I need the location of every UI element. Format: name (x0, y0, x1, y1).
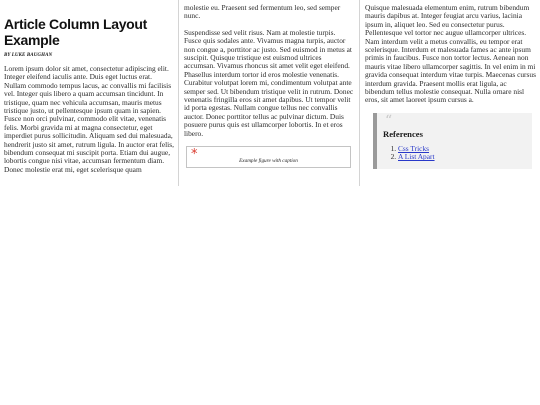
figure-caption: Example figure with caption (239, 158, 298, 165)
paragraph: Suspendisse sed velit risus. Nam at molestie turpis. Fusce quis sodales ante. Vivamus magna turpis, auctor non congue a, porttitor ac justo. Sed euismod in metus at suscipit. Quisque tristique est euismod ultrices accumsan. Vivamus rhoncus sit amet velit eget eleifend. Phasellus interdum tortor id eros molestie venenatis. Curabitur volutpat lorem mi, condimentum volutpat ante semper sed. Ut bibendum tristique velit in rutrum. Donec venenatis fringilla eros sit amet dapibus. Ut tempor velit id porta egestas. Nullam congue tellus nec convallis auctor. Donec porttitor tellus ac pulvinar dictum. Duis posuere purus quis est ullamcorper lobortis. In et eros libero. (184, 27, 354, 138)
references-list (383, 145, 526, 162)
references-box (373, 113, 532, 169)
references-heading: References (383, 128, 423, 139)
quote-icon: “ (385, 112, 393, 129)
asterisk-icon: * (191, 147, 198, 163)
article-column-2 (179, 0, 360, 186)
paragraph: molestie eu. Praesent sed fermentum leo, sed semper nunc. (184, 3, 341, 21)
paragraph: Quisque malesuada elementum enim, rutrum bibendum mauris dapibus at. Integer feugiat arcu varius, lacinia ipsum in, aliquet leo. Sed eu consectetur purus. Pellentesque vel tortor nec augue ullamcorper ultrices. Nam interdum velit a metus convallis, eu tempor erat scelerisque. Interdum et malesuada fames ac ante ipsum primis in faucibus. Fusce non tortor lectus. Aenean non mauris vitae libero ullamcorper sagittis. In vel enim in mi gravida consequat interdum vitae turpis. Maecenas cursus interdum gravida. Praesent mollis erat ligula, ac bibendum tellus molestie consequat. Nulla ornare nisl eros, sit amet laoreet ipsum cursus a. (365, 3, 536, 105)
article-title: Article Column Layout Example (4, 16, 148, 48)
article-byline: BY LUKE BAUGHAN (4, 53, 53, 58)
paragraph: Lorem ipsum dolor sit amet, consectetur adipiscing elit. Integer eleifend iaculis ante. Duis eget luctus erat. Nullam commodo tempus lacus, ac convallis mi facilisis vel. Integer quis libero a quam accumsan tincidunt. In tristique, quam nec vehicula accumsan, mauris metus tristique justo, ut pellentesque ipsum quam in sapien. Fusce non orci pulvinar, commodo elit vitae, venenatis felis. Morbi gravida mi at magna consectetur, eget imperdiet purus sollicitudin. Aliquam sed dui malesuada, hendrerit justo sit amet, rutrum ligula. In auctor erat felis, bibendum consequat mi suscipit porta. Etiam dui augue, lobortis congue nisi vitae, accumsan fermentum diam. Donec molestie erat mi, eget scelerisque quam (4, 64, 174, 174)
article-column-3 (360, 0, 540, 186)
list-item (398, 153, 526, 161)
reference-link-css-tricks[interactable]: Css Tricks (398, 143, 430, 153)
reference-link-a-list-apart[interactable]: A List Apart (398, 152, 435, 162)
figure (186, 146, 351, 168)
article-column-1 (0, 0, 179, 186)
